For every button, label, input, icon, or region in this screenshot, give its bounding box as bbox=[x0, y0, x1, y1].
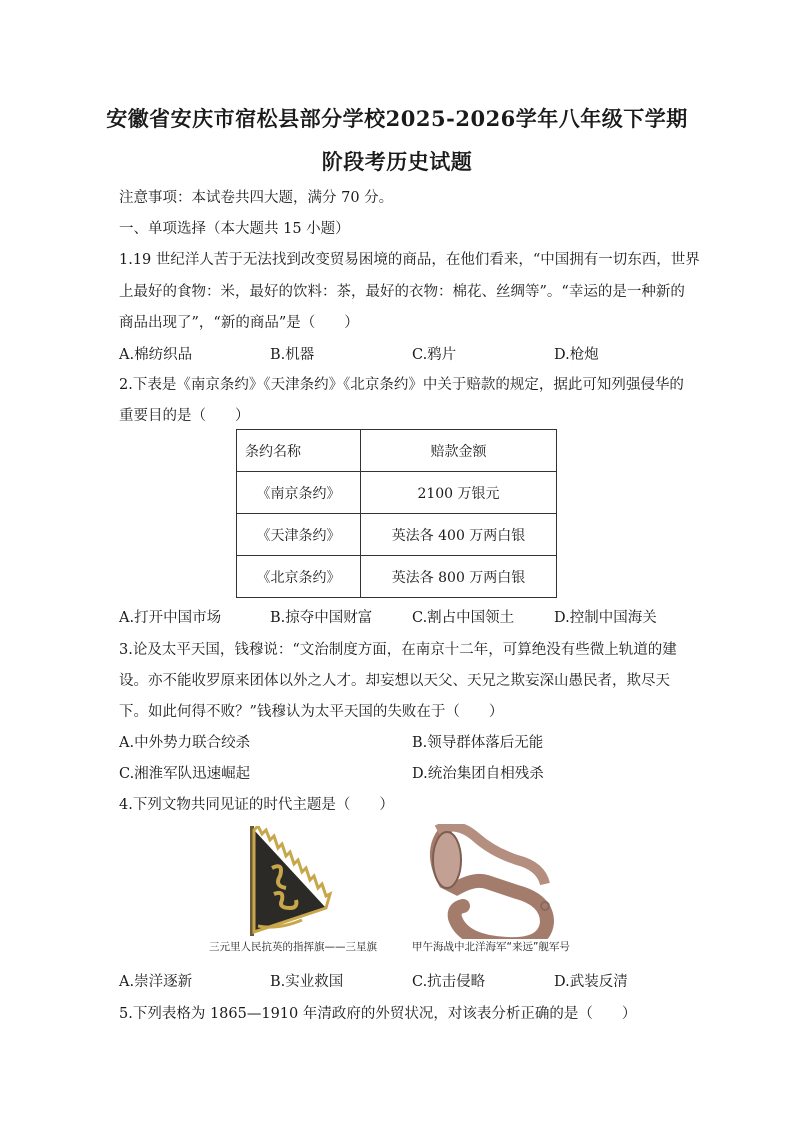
table-header-cell: 条约名称 bbox=[237, 430, 361, 472]
question-1-option-d: D.枪炮 bbox=[554, 347, 599, 363]
question-2-line-1: 2.下表是《南京条约》《天津条约》《北京条约》中关于赔款的规定，据此可知列强侵华的 bbox=[119, 377, 684, 393]
table-cell: 2100 万银元 bbox=[361, 472, 557, 514]
question-3-option-a: A.中外势力联合绞杀 bbox=[119, 735, 251, 751]
question-2-line-2: 重要目的是（ ） bbox=[119, 408, 250, 424]
exam-title-line2: 阶段考历史试题 bbox=[321, 149, 473, 174]
question-3-option-c: C.湘淮军队迅速崛起 bbox=[119, 766, 251, 782]
table-row bbox=[237, 472, 557, 514]
question-2-option-d: D.控制中国海关 bbox=[554, 610, 657, 626]
section-heading: 一、单项选择（本大题共 15 小题） bbox=[119, 221, 350, 237]
table-cell: 《北京条约》 bbox=[237, 556, 361, 598]
question-4-option-c: C.抗击侵略 bbox=[412, 974, 486, 990]
question-2-option-b: B.掠夺中国财富 bbox=[270, 610, 373, 626]
question-5-line-1: 5.下列表格为 1865—1910 年清政府的外贸状况，对该表分析正确的是（ ） bbox=[119, 1006, 637, 1022]
question-1-option-b: B.机器 bbox=[270, 347, 315, 363]
question-3-option-b: B.领导群体落后无能 bbox=[412, 735, 544, 751]
question-4-option-a: A.崇洋逐新 bbox=[119, 974, 193, 990]
exam-title-line1: 安徽省安庆市宿松县部分学校2025-2026学年八年级下学期 bbox=[106, 106, 688, 131]
figure-caption-flag: 三元里人民抗英的指挥旗——三星旗 bbox=[209, 941, 377, 953]
question-2-option-c: C.割占中国领土 bbox=[412, 610, 515, 626]
sanyuanli-flag-image bbox=[244, 826, 334, 936]
question-4-line-1: 4.下列文物共同见证的时代主题是（ ） bbox=[119, 797, 394, 813]
table-cell: 英法各 400 万两白银 bbox=[361, 514, 557, 556]
question-1-option-c: C.鸦片 bbox=[412, 347, 457, 363]
question-1-line-2: 上最好的食物：米，最好的饮料：茶，最好的衣物：棉花、丝绸等”。“幸运的是一种新的 bbox=[119, 284, 685, 300]
table-row bbox=[237, 514, 557, 556]
table-cell: 英法各 800 万两白银 bbox=[361, 556, 557, 598]
indemnity-table bbox=[236, 429, 557, 598]
table-header-row bbox=[237, 430, 557, 472]
table-row bbox=[237, 556, 557, 598]
question-4-option-b: B.实业救国 bbox=[270, 974, 344, 990]
question-3-line-1: 3.论及太平天国，钱穆说：“文治制度方面，在南京十二年，可算绝没有些微上轨道的建 bbox=[119, 642, 677, 658]
figure-caption-bugle: 甲午海战中北洋海军“来远”舰军号 bbox=[412, 941, 570, 953]
notice-text: 注意事项：本试卷共四大题，满分 70 分。 bbox=[119, 190, 394, 206]
question-1-line-3: 商品出现了”，“新的商品”是（ ） bbox=[119, 315, 359, 331]
table-cell: 《南京条约》 bbox=[237, 472, 361, 514]
question-2-option-a: A.打开中国市场 bbox=[119, 610, 222, 626]
question-1-option-a: A.棉纺织品 bbox=[119, 347, 193, 363]
question-1-line-1: 1.19 世纪洋人苦于无法找到改变贸易困境的商品，在他们看来，“中国拥有一切东西，世界 bbox=[119, 252, 700, 268]
question-4-option-d: D.武装反清 bbox=[554, 974, 628, 990]
laiyuan-bugle-image bbox=[425, 824, 560, 939]
table-cell: 《天津条约》 bbox=[237, 514, 361, 556]
question-3-line-3: 下。如此何得不败？”钱穆认为太平天国的失败在于（ ） bbox=[119, 704, 504, 720]
question-3-line-2: 设。亦不能收罗原来团体以外之人才。却妄想以天父、天兄之欺妄深山愚民者，欺尽天 bbox=[119, 673, 670, 689]
table-header-cell: 赔款金额 bbox=[361, 430, 557, 472]
question-3-option-d: D.统治集团自相残杀 bbox=[412, 766, 544, 782]
